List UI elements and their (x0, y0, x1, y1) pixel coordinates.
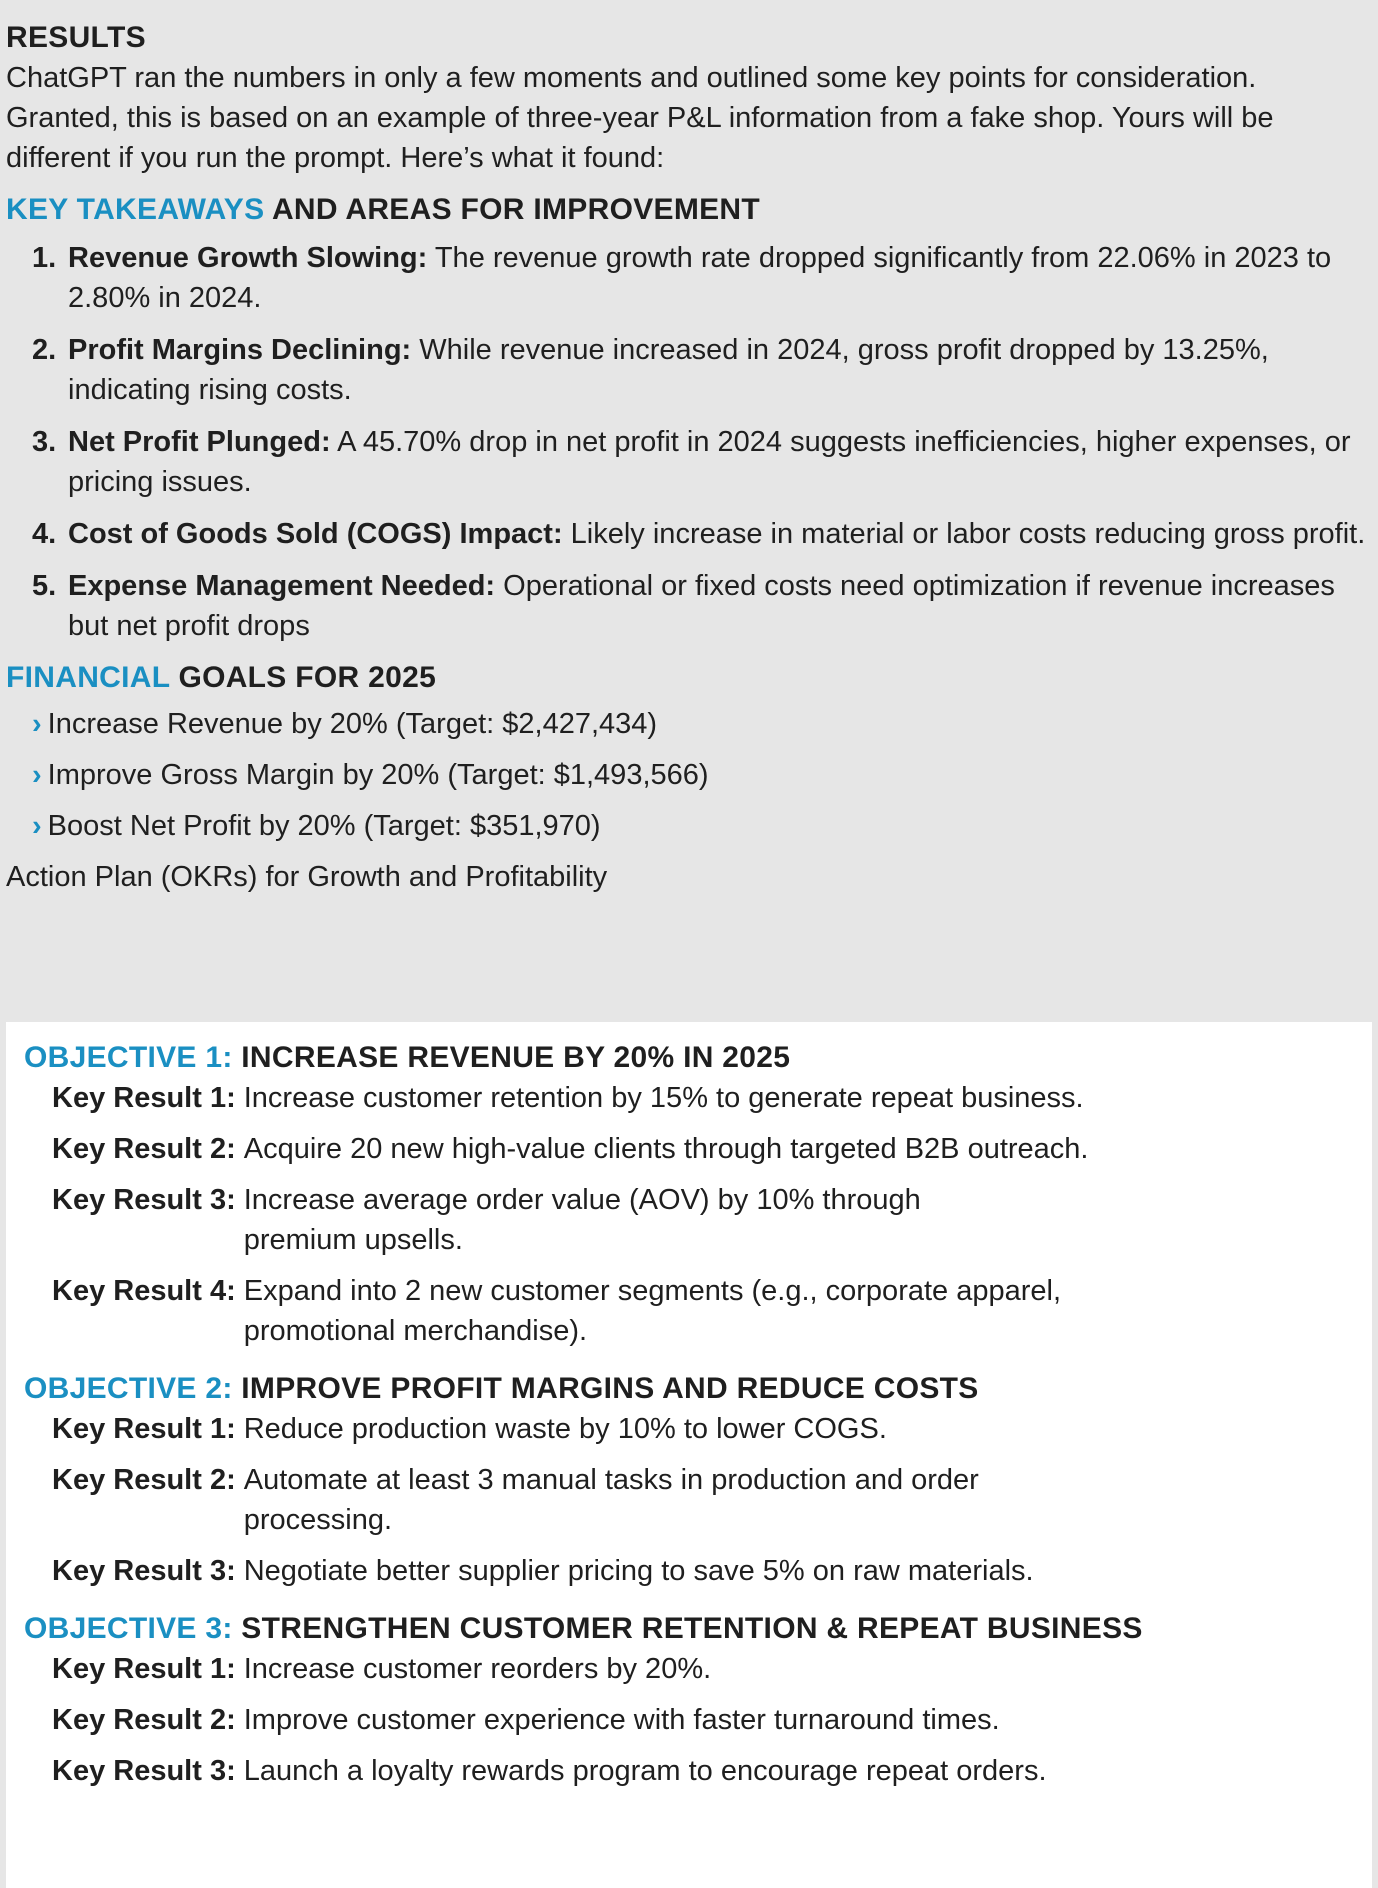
takeaway-number: 5. (32, 570, 57, 602)
key-result-text: Acquire 20 new high-value clients through targeted B2B outreach. (243, 1133, 1089, 1165)
takeaway-item (32, 514, 1372, 554)
key-result-label: Key Result 1: (52, 1082, 236, 1114)
goal-text: Increase Revenue by 20% (Target: $2,427,434) (47, 708, 658, 740)
okr-section (6, 1022, 1372, 1888)
key-result (24, 1180, 1372, 1260)
takeaway-lead: Cost of Goods Sold (COGS) Impact: (68, 518, 563, 550)
key-result-label: Key Result 1: (52, 1413, 236, 1445)
key-result (24, 1700, 1372, 1740)
takeaway-text: Likely increase in material or labor costs reducing gross profit. (562, 518, 1366, 550)
goals-list (6, 704, 1378, 846)
goal-text: Boost Net Profit by 20% (Target: $351,970) (47, 810, 601, 842)
key-result-text: Launch a loyalty rewards program to encourage repeat orders. (243, 1755, 1047, 1787)
key-result-text: Negotiate better supplier pricing to save 5% on raw materials. (243, 1555, 1034, 1587)
results-intro: ChatGPT ran the numbers in only a few moments and outlined some key points for consideration. Granted, this is based on an example of three-year P&L information from a fake shop. Yours will be different if you run the prompt. Here’s what it found: (6, 62, 1274, 174)
key-result-label: Key Result 2: (52, 1704, 236, 1736)
takeaway-text: Operational or fixed costs need optimization if revenue increases but net profit drops (68, 570, 1335, 642)
key-result (24, 1271, 1372, 1351)
key-result-text: Increase average order value (AOV) by 10% through premium upsells. (243, 1184, 921, 1256)
takeaways-heading (6, 190, 1378, 230)
takeaway-text: While revenue increased in 2024, gross profit dropped by 13.25%, indicating rising costs. (68, 334, 1269, 406)
objective-label: OBJECTIVE 3: (24, 1612, 233, 1645)
key-result-label: Key Result 2: (52, 1133, 236, 1165)
key-result (24, 1129, 1372, 1169)
takeaway-lead: Profit Margins Declining: (68, 334, 412, 366)
takeaway-lead: Net Profit Plunged: (68, 426, 331, 458)
key-result-text: Increase customer reorders by 20%. (243, 1653, 712, 1685)
key-result-label: Key Result 2: (52, 1464, 236, 1496)
key-result (24, 1460, 1372, 1540)
key-result-label: Key Result 3: (52, 1184, 236, 1216)
chevron-right-icon: › (32, 708, 42, 740)
takeaways-heading-accent: KEY TAKEAWAYS (6, 193, 265, 226)
takeaway-number: 1. (32, 242, 57, 274)
objective-label: OBJECTIVE 2: (24, 1372, 233, 1405)
key-result-text: Increase customer retention by 15% to generate repeat business. (243, 1082, 1084, 1114)
objective-title: STRENGTHEN CUSTOMER RETENTION & REPEAT BUSINESS (232, 1612, 1143, 1645)
key-result (24, 1649, 1372, 1689)
objective-heading (24, 1038, 1372, 1078)
goals-heading (6, 658, 1378, 698)
goal-item (32, 755, 1378, 795)
takeaway-lead: Revenue Growth Slowing: (68, 242, 428, 274)
key-result-text: Automate at least 3 manual tasks in production and order processing. (243, 1464, 979, 1536)
goal-item (32, 806, 1378, 846)
results-heading: RESULTS (6, 21, 146, 54)
chevron-right-icon: › (32, 810, 42, 842)
takeaway-item (32, 566, 1372, 646)
key-result-label: Key Result 1: (52, 1653, 236, 1685)
takeaway-number: 4. (32, 518, 57, 550)
key-result-text: Reduce production waste by 10% to lower COGS. (243, 1413, 887, 1445)
objective-label: OBJECTIVE 1: (24, 1041, 233, 1074)
takeaway-number: 2. (32, 334, 57, 366)
key-result (24, 1409, 1372, 1449)
chevron-right-icon: › (32, 759, 42, 791)
key-result-label: Key Result 3: (52, 1755, 236, 1787)
takeaway-item (32, 238, 1372, 318)
key-result-text: Improve customer experience with faster turnaround times. (243, 1704, 1000, 1736)
objective-1 (24, 1038, 1372, 1351)
objective-2 (24, 1369, 1372, 1591)
key-result (24, 1751, 1372, 1791)
takeaways-list (6, 238, 1378, 646)
objective-title: IMPROVE PROFIT MARGINS AND REDUCE COSTS (232, 1372, 979, 1405)
objective-heading (24, 1609, 1372, 1649)
takeaway-lead: Expense Management Needed: (68, 570, 496, 602)
objective-3 (24, 1609, 1372, 1791)
key-result (24, 1078, 1372, 1118)
goal-text: Improve Gross Margin by 20% (Target: $1,493,566) (47, 759, 709, 791)
goals-heading-accent: FINANCIAL (6, 661, 170, 694)
key-result-text: Expand into 2 new customer segments (e.g., corporate apparel, promotional merchandise). (243, 1275, 1062, 1347)
takeaway-item (32, 330, 1372, 410)
action-plan-label: Action Plan (OKRs) for Growth and Profitability (6, 861, 608, 893)
takeaway-text: A 45.70% drop in net profit in 2024 suggests inefficiencies, higher expenses, or pricing issues. (68, 426, 1351, 498)
goal-item (32, 704, 1378, 744)
objective-heading (24, 1369, 1372, 1409)
goals-heading-rest: GOALS FOR 2025 (169, 661, 437, 694)
objective-title: INCREASE REVENUE BY 20% IN 2025 (232, 1041, 791, 1074)
takeaway-number: 3. (32, 426, 57, 458)
key-result-label: Key Result 4: (52, 1275, 236, 1307)
key-result-label: Key Result 3: (52, 1555, 236, 1587)
takeaways-heading-rest: AND AREAS FOR IMPROVEMENT (264, 193, 761, 226)
takeaway-item (32, 422, 1372, 502)
takeaway-text: The revenue growth rate dropped significantly from 22.06% in 2023 to 2.80% in 2024. (68, 242, 1332, 314)
key-result (24, 1551, 1372, 1591)
